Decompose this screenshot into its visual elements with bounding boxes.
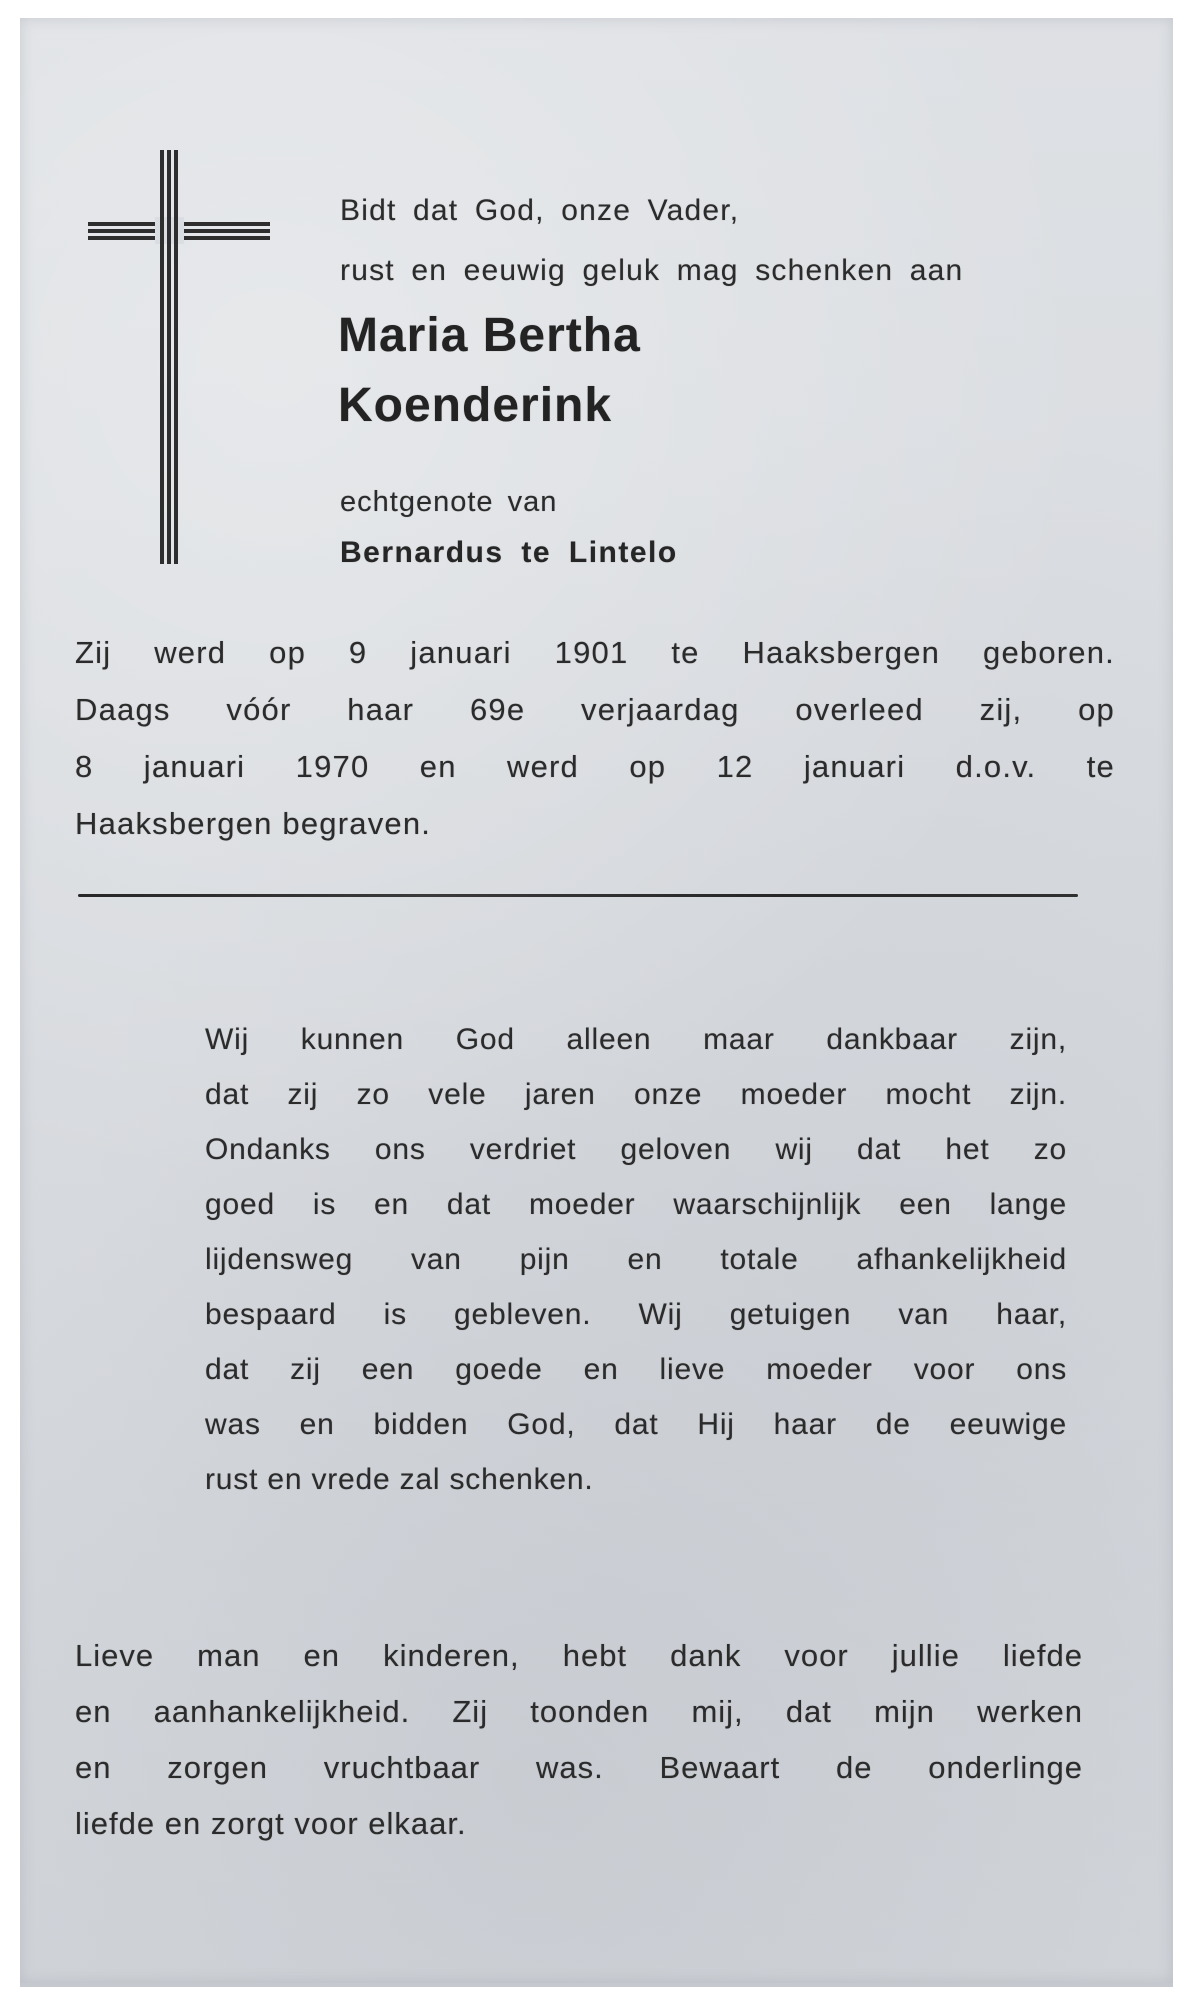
paragraph-line: dat zij een goede en lieve moeder voor ons — [205, 1353, 1067, 1386]
paragraph-line: was en bidden God, dat Hij haar de eeuwige — [205, 1408, 1067, 1441]
cross-vertical-bar — [160, 150, 178, 564]
deceased-name-line-2: Koenderink — [338, 379, 613, 432]
deceased-name-line-1: Maria Bertha — [338, 309, 641, 362]
paragraph-line: Wij kunnen God alleen maar dankbaar zijn, — [205, 1023, 1067, 1056]
paragraph-line: goed is en dat moeder waarschijnlijk een lange — [205, 1188, 1067, 1221]
paragraph-line: Lieve man en kinderen, hebt dank voor jullie liefde — [75, 1638, 1083, 1673]
paragraph-line: liefde en zorgt voor elkaar. — [75, 1806, 467, 1841]
prayer-line-2: rust en eeuwig geluk mag schenken aan — [340, 254, 964, 287]
spouse-name: Bernardus te Lintelo — [340, 536, 678, 569]
paragraph-line: en zorgen vruchtbaar was. Bewaart de onderlinge — [75, 1750, 1083, 1785]
paragraph-line: Ondanks ons verdriet geloven wij dat het zo — [205, 1133, 1067, 1166]
paragraph-line: Daags vóór haar 69e verjaardag overleed zij, op — [75, 692, 1115, 727]
paragraph-line: bespaard is gebleven. Wij getuigen van haar, — [205, 1298, 1067, 1331]
paragraph-line: dat zij zo vele jaren onze moeder mocht zijn. — [205, 1078, 1067, 1111]
memorial-card — [20, 18, 1173, 1987]
paragraph-line: rust en vrede zal schenken. — [205, 1463, 594, 1496]
paragraph-line: lijdensweg van pijn en totale afhankelijkheid — [205, 1243, 1067, 1276]
divider-rule — [78, 894, 1078, 897]
tribute-paragraph — [205, 1012, 1067, 1507]
paragraph-line: en aanhankelijkheid. Zij toonden mij, dat mijn werken — [75, 1694, 1083, 1729]
birth-death-paragraph — [75, 624, 1115, 852]
relation-label: echtgenote van — [340, 486, 558, 518]
paragraph-line: Zij werd op 9 januari 1901 te Haaksbergen geboren. — [75, 635, 1115, 670]
paragraph-line: Haaksbergen begraven. — [75, 806, 432, 841]
paragraph-line: 8 januari 1970 en werd op 12 januari d.o.v. te — [75, 749, 1115, 784]
farewell-paragraph — [75, 1628, 1083, 1852]
prayer-line-1: Bidt dat God, onze Vader, — [340, 194, 740, 227]
